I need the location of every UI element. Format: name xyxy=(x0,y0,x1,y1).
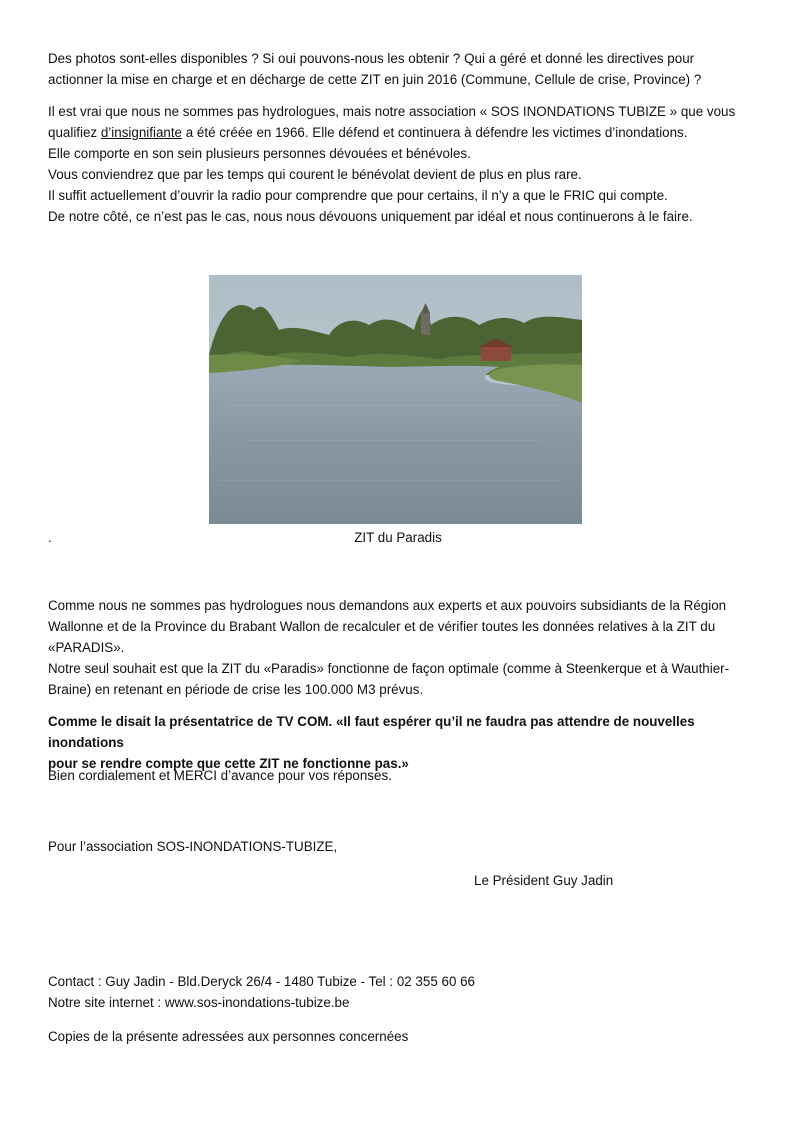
text-line: De notre côté, ce n’est pas le cas, nous nous dévouons uniquement par idéal et nous continuerons à le faire. xyxy=(48,209,693,224)
house xyxy=(481,347,511,361)
text-line: Comme le disait la présentatrice de TV COM. «Il faut espérer qu’il ne faudra pas attendre de nouvelles inondations xyxy=(48,714,695,750)
landscape-illustration xyxy=(209,275,582,524)
underlined-word: d’insignifiante xyxy=(100,125,183,140)
text-line xyxy=(48,122,760,143)
signature-association: Pour l’association SOS-INONDATIONS-TUBIZE, xyxy=(48,839,338,854)
text-line: «PARADIS». xyxy=(48,640,125,655)
text-line: Il suffit actuellement d’ouvrir la radio pour comprendre que pour certains, il n’y a que le FRIC qui compte. xyxy=(48,188,668,203)
questions-paragraph xyxy=(48,48,760,90)
experts-paragraph xyxy=(48,595,760,700)
text-line: pour se rendre compte que cette ZIT ne fonctionne pas.» xyxy=(48,756,409,771)
text-line: Wallonne et de la Province du Brabant Wallon de recalculer et de vérifier toutes les données relatives à la ZIT du xyxy=(48,619,716,634)
website-line: Notre site internet : www.sos-inondations-tubize.be xyxy=(48,995,350,1010)
text-line: Braine) en retenant en période de crise les 100.000 M3 prévus. xyxy=(48,682,424,697)
zit-paradis-photo xyxy=(209,275,582,524)
association-paragraph xyxy=(48,101,760,227)
copies-line: Copies de la présente adressées aux personnes concernées xyxy=(48,1029,409,1044)
text-line: Notre seul souhait est que la ZIT du «Paradis» fonctionne de façon optimale (comme à Steenkerque et à Wauthier- xyxy=(48,661,730,676)
text-line: Elle comporte en son sein plusieurs personnes dévouées et bénévoles. xyxy=(48,146,471,161)
contact-line: Contact : Guy Jadin - Bld.Deryck 26/4 - 1480 Tubize - Tel : 02 355 60 66 xyxy=(48,974,476,989)
figure-caption: ZIT du Paradis xyxy=(354,530,442,545)
church-tower xyxy=(421,313,430,335)
closing-line: Bien cordialement et MERCI d’avance pour vos réponses. xyxy=(48,768,392,783)
signature-president: Le Président Guy Jadin xyxy=(474,873,614,888)
text-fragment: qualifiez xyxy=(48,125,101,140)
figure-marker: . xyxy=(48,530,52,545)
text-line: actionner la mise en charge et en décharge de cette ZIT en juin 2016 (Commune, Cellule de crise, Province) ? xyxy=(48,72,702,87)
text-fragment: a été créée en 1966. Elle défend et continuera à défendre les victimes d’inondations. xyxy=(182,125,688,140)
text-line: Il est vrai que nous ne sommes pas hydrologues, mais notre association « SOS INONDATIONS TUBIZE » que vous xyxy=(48,104,736,119)
water xyxy=(209,365,582,524)
text-line: Des photos sont-elles disponibles ? Si oui pouvons-nous les obtenir ? Qui a géré et donné les directives pour xyxy=(48,51,695,66)
text-line: Comme nous ne sommes pas hydrologues nous demandons aux experts et aux pouvoirs subsidiants de la Région xyxy=(48,598,727,613)
text-line: Vous conviendrez que par les temps qui courent le bénévolat devient de plus en plus rare. xyxy=(48,167,582,182)
